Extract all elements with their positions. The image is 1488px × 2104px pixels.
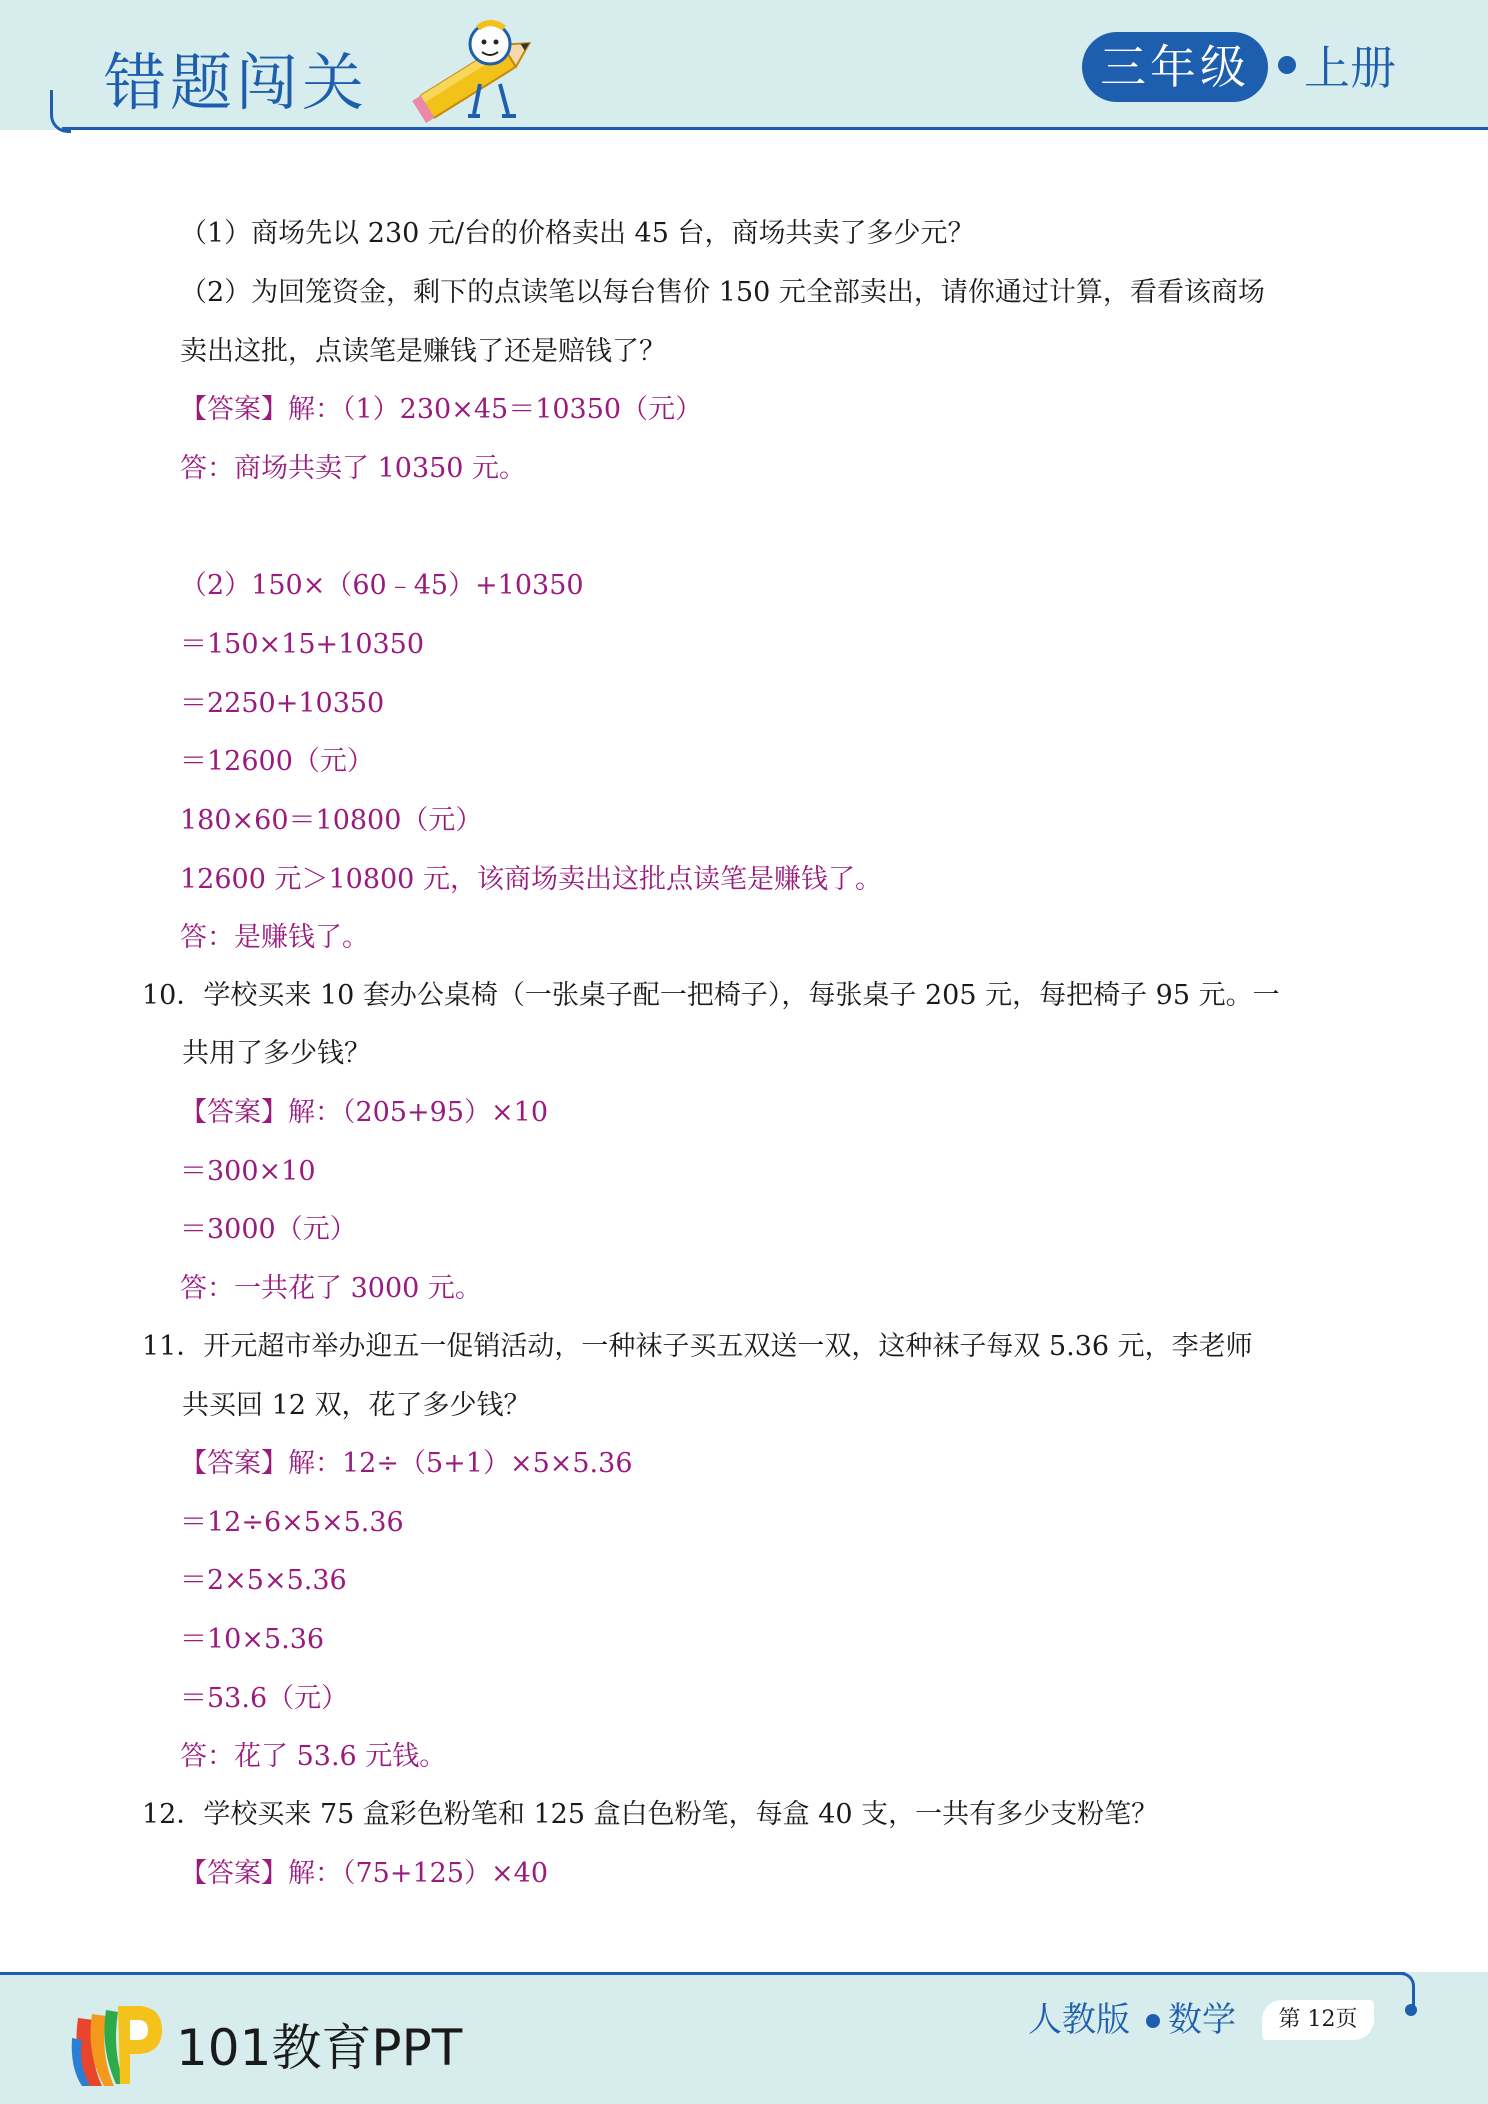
answer-line: 【答案】解：（1）230×45＝10350（元） [180, 394, 703, 425]
answer-line: ＝12600（元） [180, 746, 374, 777]
answer-line: 【答案】解：12÷（5+1）×5×5.36 [180, 1448, 633, 1479]
subject-label: 数学 [1168, 2000, 1236, 2040]
answer-line: 答：花了 53.6 元钱。 [180, 1741, 447, 1772]
grade-badge: 三年级 [1082, 32, 1268, 102]
answer-line: ＝12÷6×5×5.36 [180, 1507, 404, 1538]
answer-line: ＝53.6（元） [180, 1683, 349, 1714]
footer-rule [0, 1972, 1405, 1975]
answer-line: 180×60＝10800（元） [180, 805, 483, 836]
footer-dot-decoration [1405, 2004, 1417, 2016]
answer-line: ＝3000（元） [180, 1214, 357, 1245]
answer-line: ＝2×5×5.36 [180, 1565, 347, 1596]
question-line: 10．学校买来 10 套办公桌椅（一张桌子配一把椅子），每张桌子 205 元，每把椅子 95 元。一 [142, 980, 1280, 1011]
answer-line: ＝150×15+10350 [180, 629, 425, 660]
answer-line: （2）150×（60﹣45）+10350 [180, 570, 584, 601]
answer-line: 答：一共花了 3000 元。 [180, 1273, 482, 1304]
volume-label: 上册 [1304, 41, 1396, 95]
edition-dot-decoration [1146, 2014, 1160, 2028]
grade-dot-decoration [1278, 56, 1296, 74]
question-line: （1）商场先以 230 元/台的价格卖出 45 台，商场共卖了多少元？ [180, 218, 975, 249]
book-title: 错题闯关 [104, 46, 369, 119]
question-line: 共用了多少钱？ [182, 1038, 371, 1069]
question-line: 共买回 12 双，花了多少钱？ [182, 1390, 531, 1421]
question-line: 11．开元超市举办迎五一促销活动，一种袜子买五双送一双，这种袜子每双 5.36 元，李老师 [142, 1331, 1253, 1362]
header-rule [62, 127, 1488, 130]
answer-line: ＝300×10 [180, 1156, 316, 1187]
pencil-mascot-icon [408, 14, 548, 124]
answer-line: 12600 元＞10800 元，该商场卖出这批点读笔是赚钱了。 [180, 864, 882, 895]
question-line: （2）为回笼资金，剩下的点读笔以每台售价 150 元全部卖出，请你通过计算，看看该商场 [180, 277, 1265, 308]
page-number: 第 12页 [1278, 2007, 1358, 2032]
question-line: 12．学校买来 75 盒彩色粉笔和 125 盒白色粉笔，每盒 40 支，一共有多少支粉笔？ [142, 1799, 1159, 1830]
brand-name: 101教育PPT [176, 2019, 463, 2077]
answer-line: 答：商场共卖了 10350 元。 [180, 453, 527, 484]
answer-line: 【答案】解：（205+95）×10 [180, 1097, 548, 1128]
answer-line: 【答案】解：（75+125）×40 [180, 1858, 548, 1889]
answer-line: ＝2250+10350 [180, 688, 385, 719]
question-line: 卖出这批，点读笔是赚钱了还是赔钱了？ [180, 336, 666, 367]
answer-line: ＝10×5.36 [180, 1624, 325, 1655]
brand-logo-icon [68, 1998, 164, 2092]
answer-line: 答：是赚钱了。 [180, 922, 369, 953]
edition-label: 人教版 [1028, 2000, 1130, 2040]
